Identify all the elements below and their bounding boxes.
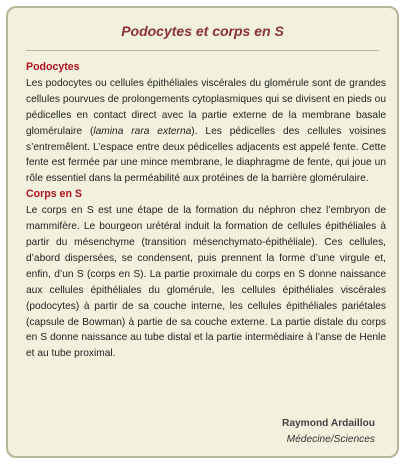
signature-author: Raymond Ardaillou: [281, 418, 375, 429]
section-heading-podocytes: Podocytes: [26, 61, 80, 73]
section-heading-corps-en-s: Corps en S: [26, 188, 82, 201]
lamina-term: lamina rara externa: [93, 125, 192, 137]
section-text-corps-en-s: Le corps en S est une étape de la formation du néphron chez l’embryon de mammifère. Le bourgeon urétéral induit la formation de cellules épithéliales à partir du mésenchyme (transition mésenchymato-épithéliale). Ces cellules, d’abord dispersées, se condensent, puis prennent la forme d’une virgule et, enfin, d’un S (corps en S). La partie proximale du corps en S donne naissance aux cellules épithéliales du glomérule, les cellules épithéliales viscérales (podocytes) à partir de sa couche interne, les cellules épithéliales pariétales (capsule de Bowman) à partie de sa couche externe. La partie distale du corps en S donne naissance au tube distal et la partie intermédiaire à l’anse de Henle et au tube proximal.: [26, 205, 386, 360]
podocytes-text-part-2: ). Les pédicelles des cellules voisines s’entremêlent. L’espace entre deux pédicelles adjacents est appelé fente. Cette fente est fermée par une mince membrane, le diaphragme de fente, qui joue un rôle essentiel dans la perméabilité aux protéines de la barrière glomérulaire.: [26, 125, 386, 185]
podocytes-text-part-1: Les podocytes ou cellules épithéliales viscérales du glomérule sont de grandes cellules pourvues de prolongements cytoplasmiques qui se divisent en pieds ou pédicelles en contact direct avec la partie externe de la membrane basale glomérulaire (: [26, 77, 386, 137]
box-title: Podocytes et corps en S: [121, 23, 284, 39]
signature: [282, 416, 375, 448]
info-box: [6, 6, 399, 458]
box-content: [26, 60, 386, 362]
signature-journal: Médecine/Sciences: [286, 434, 375, 445]
section-text-podocytes: [26, 76, 386, 187]
title-divider: [26, 50, 379, 51]
